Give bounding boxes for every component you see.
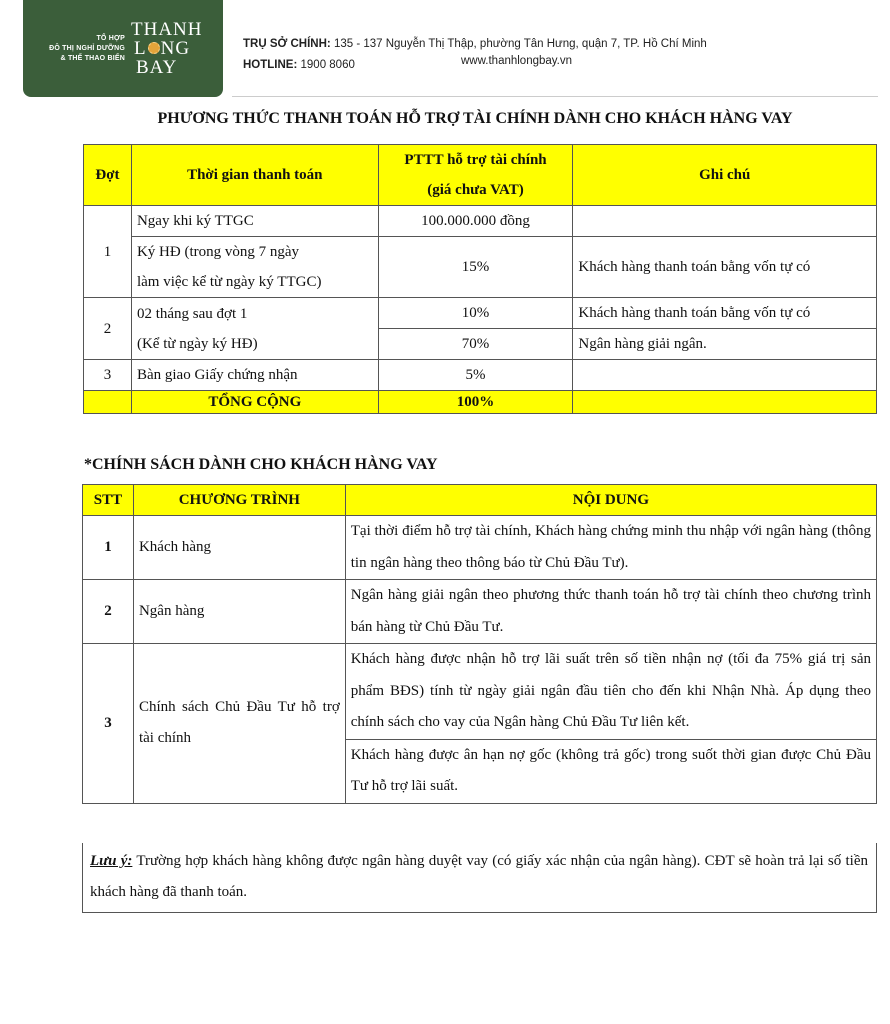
loan-policy-table (82, 484, 877, 804)
payment-schedule-table (83, 144, 877, 414)
total-value: 100% (378, 391, 573, 414)
amount-cell: 70% (378, 329, 573, 360)
col-content: NỘI DUNG (345, 485, 876, 516)
note-box (82, 843, 877, 913)
page-title: PHƯƠNG THỨC THANH TOÁN HỖ TRỢ TÀI CHÍNH DÀNH CHO KHÁCH HÀNG VAY (157, 110, 793, 127)
content-cell: Khách hàng được nhận hỗ trợ lãi suất trên số tiền nhận nợ (tối đa 75% giá trị sản phẩm BĐS) tính từ ngày giải ngân đầu tiên cho đến khi Nhận Nhà. Áp dụng theo chính sách cho vay của Ngân hàng Chủ Đầu Tư liên kết. (345, 644, 876, 740)
sun-icon (148, 42, 160, 54)
table-row (84, 360, 877, 391)
amount-cell: 15% (378, 237, 573, 298)
table-row (83, 516, 877, 580)
policy-title: *CHÍNH SÁCH DÀNH CHO KHÁCH HÀNG VAY (84, 456, 438, 473)
program-cell: Khách hàng (133, 516, 345, 580)
phase-cell: 2 (84, 298, 132, 360)
amount-cell: 10% (378, 298, 573, 329)
header-divider (232, 96, 878, 97)
stt-cell: 1 (83, 516, 134, 580)
table-row (84, 206, 877, 237)
col-phase: Đợt (84, 145, 132, 206)
phase-cell: 3 (84, 360, 132, 391)
website-link[interactable]: www.thanhlongbay.vn (461, 55, 573, 67)
logo-wordmark: THANH L NG BAY (131, 19, 203, 78)
col-payment-time: Thời gian thanh toán (131, 145, 378, 206)
note-cell (573, 206, 877, 237)
content-cell: Tại thời điểm hỗ trợ tài chính, Khách hàng chứng minh thu nhập với ngân hàng (thông tin ngân hàng theo thông báo từ Chủ Đầu Tư). (345, 516, 876, 580)
program-cell: Chính sách Chủ Đầu Tư hỗ trợ tài chính (133, 644, 345, 804)
col-program: CHƯƠNG TRÌNH (133, 485, 345, 516)
note-cell: Khách hàng thanh toán bằng vốn tự có (573, 237, 877, 298)
note-cell: Ngân hàng giải ngân. (573, 329, 877, 360)
company-info: TRỤ SỞ CHÍNH: 135 - 137 Nguyễn Thị Thập, phường Tân Hưng, quận 7, TP. Hồ Chí Minh HOTLINE: 1900 8060 (243, 38, 707, 71)
table-row (84, 237, 877, 298)
col-note: Ghi chú (573, 145, 877, 206)
table-row (83, 644, 877, 740)
amount-cell: 100.000.000 đồng (378, 206, 573, 237)
total-label: TỔNG CỘNG (131, 391, 378, 414)
total-row (84, 391, 877, 414)
stt-cell: 3 (83, 644, 134, 804)
brand-logo (23, 0, 223, 97)
phase-cell: 1 (84, 206, 132, 298)
content-cell: Ngân hàng giải ngân theo phương thức thanh toán hỗ trợ tài chính theo chương trình bán hàng từ Chủ Đầu Tư. (345, 580, 876, 644)
time-cell: Bàn giao Giấy chứng nhận (131, 360, 378, 391)
col-financial-support: PTTT hỗ trợ tài chính (giá chưa VAT) (378, 145, 573, 206)
program-cell: Ngân hàng (133, 580, 345, 644)
time-cell: Ký HĐ (trong vòng 7 ngày làm việc kể từ ngày ký TTGC) (131, 237, 378, 298)
logo-tagline: TỔ HỢP ĐÔ THỊ NGHỈ DƯỠNG & THỂ THAO BIỂN (49, 35, 125, 62)
content-cell: Khách hàng được ân hạn nợ gốc (không trả gốc) trong suốt thời gian được Chủ Đầu Tư hỗ trợ lãi suất. (345, 739, 876, 803)
note-cell: Khách hàng thanh toán bằng vốn tự có (573, 298, 877, 329)
table-row (83, 580, 877, 644)
time-cell: 02 tháng sau đợt 1 (Kể từ ngày ký HĐ) (131, 298, 378, 360)
stt-cell: 2 (83, 580, 134, 644)
note-cell (573, 360, 877, 391)
col-stt: STT (83, 485, 134, 516)
table-row (84, 298, 877, 329)
note-text: Trường hợp khách hàng không được ngân hàng duyệt vay (có giấy xác nhận của ngân hàng). CĐT sẽ hoàn trả lại số tiền khách hàng đã thanh toán. (90, 853, 868, 900)
note-label: Lưu ý: (90, 853, 133, 869)
amount-cell: 5% (378, 360, 573, 391)
time-cell: Ngay khi ký TTGC (131, 206, 378, 237)
